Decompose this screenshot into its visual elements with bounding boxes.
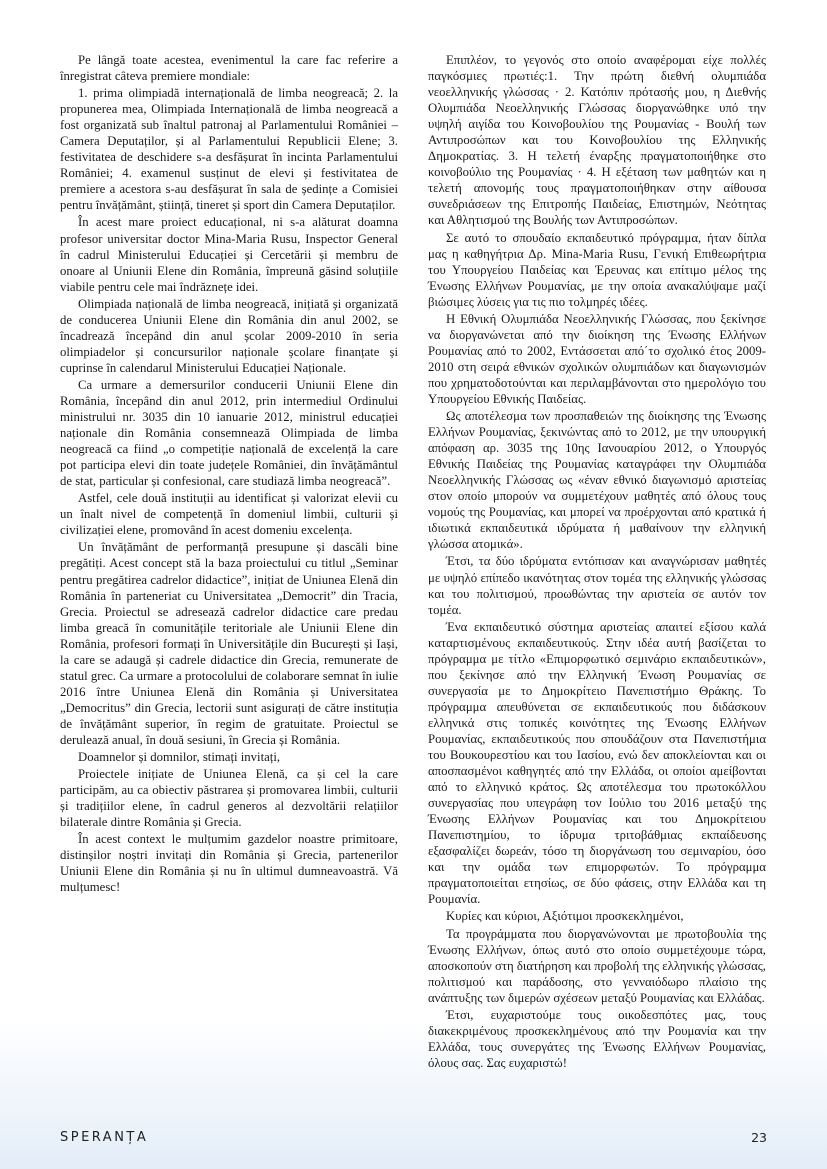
left-text-column [60, 52, 398, 895]
paragraph: Κυρίες και κύριοι, Αξιότιμοι προσκεκλημένοι, [446, 909, 684, 924]
paragraph: În acest mare proiect educațional, ni s-a alăturat doamna profesor universitar doctor Mina-Maria Rusu, Inspector General în cadrul Ministerului Educației și Cercetării și membru de onoare al Uniunii Elene din România, împreună găsind soluțiile viabile pentru cele mai îndrăznețe idei. [60, 215, 398, 294]
paragraph: Ως αποτέλεσμα των προσπαθειών της διοίκησης της Ένωσης Ελλήνων Ρουμανίας, ξεκινώντας από το 2012, με την υπουργική απόφαση αρ. 3035 της 10ης Ιανουαρίου 2012, ο Υπουργός Εθνικής Παιδείας της Ρουμανίας καταγράφει την Ολυμπιάδα Νεοελληνικής Γλώσσας ως «έναν εθνικό διαγωνισμό αριστείας στον οποίο μπορούν να συμμετέχουν μαθητές από όλους τους νομούς της Ρουμανίας, και μπορεί να προέρχονται από κρατικά ή ιδιωτικά εκπαιδευτικά ιδρύματα ή μαθαίνουν την ελληνική γλώσσα ατομικά». [428, 409, 766, 552]
paragraph: Astfel, cele două instituții au identificat și valorizat elevii cu un înalt nivel de competență în domeniul limbii, culturii și civilizației elene, promovând în acest domeniu excelența. [60, 491, 398, 538]
page-number: 23 [751, 1129, 767, 1145]
right-text-column [428, 52, 766, 1071]
paragraph: Proiectele inițiate de Uniunea Elenă, ca și cel la care participăm, au ca obiectiv păstrarea și promovarea limbii, culturii și tradițiilor elene, în cadrul generos al dezvoltării relațiilor bilaterale dintre România și Grecia. [60, 767, 398, 830]
paragraph: Έτσι, ευχαριστούμε τους οικοδεσπότες μας, τους διακεκριμένους προσκεκλημένους από την Ρουμανία και την Ελλάδα, τους συνεργάτες της Ένωσης Ελλήνων Ρουμανίας, όλους σας. Σας ευχαριστώ! [428, 1007, 766, 1070]
paragraph: Pe lângă toate acestea, evenimentul la care fac referire a înregistrat câteva premiere mondiale: [60, 53, 398, 84]
paragraph: Σε αυτό το σπουδαίο εκπαιδευτικό πρόγραμμα, ήταν δίπλα μας η καθηγήτρια Δρ. Mina-Maria Rusu, Γενική Επιθεωρήτρια του Υπουργείου Παιδείας και Έρευνας και επίτιμο μέλος της Ένωσης Ελλήνων Ρουμανίας, με την οποία ανακαλύψαμε μαζί βιώσιμες λύσεις για τις πιο τολμηρές ιδέες. [428, 230, 766, 309]
paragraph: Έτσι, τα δύο ιδρύματα εντόπισαν και αναγνώρισαν μαθητές με υψηλό επίπεδο ικανότητας στον τομέα της ελληνικής γλώσσας και του πολιτισμού, προωθώντας την αριστεία σε αυτόν τον τομέα. [428, 554, 766, 617]
paragraph: Un învățământ de performanță presupune și dascăli bine pregătiți. Acest concept stă la baza proiectului cu titlul „Seminar pentru pregătirea cadrelor didactice”, inițiat de Uniunea Elenă din România în parteneriat cu Universitatea „Democrit” din Tracia, Grecia. Proiectul se adresează cadrelor didactice care predau limba greacă în comunitățile teritoriale ale Uniunii Elene din România, profesori formați în Universitățile din București și Iași, la care se adaugă și cadrele didactice din Grecia, remunerate de statul grec. Ca urmare a protocolului de colaborare semnat în iulie 2016 între Uniunea Elenă din România și Universitatea „Democritus” din Grecia, lectorii sunt asigurați de către instituția de învățământ superior, în regim de gratuitate. Proiectul se derulează anual, în două sesiuni, în Grecia și România. [60, 540, 398, 747]
paragraph: Τα προγράμματα που διοργανώνονται με πρωτοβουλία της Ένωσης Ελλήνων, όπως αυτό στο οποίο συμμετέχουμε τώρα, αποσκοπούν στη διατήρηση και προβολή της ελληνικής γλώσσας, πολιτισμού και παράδοσης, στο γενναιόδωρο πλαίσιο της ανάπτυξης των διμερών σχέσεων μεταξύ Ρουμανίας και Ελλάδας. [428, 926, 766, 1005]
paragraph: În acest context le mulțumim gazdelor noastre primitoare, distinșilor noștri invitați din România și Grecia, partenerilor Uniunii Elene din România și nu în ultimul dumneavoastră. Vă mulțumesc! [60, 832, 398, 895]
paragraph: Doamnelor și domnilor, stimați invitați, [78, 750, 281, 765]
paragraph: Ca urmare a demersurilor conducerii Uniunii Elene din România, începând din anul 2012, prin intermediul Ordinului ministrului nr. 3035 din 10 ianuarie 2012, ministrul educației naționale din România consemnează Olimpiada de limba neogreacă ca fiind „o competiție națională de excelență la care pot participa elevi din toate județele României, din învățământul de stat, particular și confesional, care studiază limba neogreacă”. [60, 377, 398, 489]
magazine-title: SPERANȚA [60, 1129, 149, 1145]
paragraph: Ένα εκπαιδευτικό σύστημα αριστείας απαιτεί εξίσου καλά καταρτισμένους εκπαιδευτικούς. Στην ιδέα αυτή βασίζεται το πρόγραμμα με τίτλο «Επιμορφωτικό σεμινάριο εκπαιδευτικών», που ξεκίνησε από την Ελληνική Ένωση Ρουμανίας σε συνεργασία με το Δημοκρίτειο Πανεπιστήμιο Θράκης. Το πρόγραμμα απευθύνεται σε εκπαιδευτικούς που διδάσκουν ελληνικά στις τοπικές κοινότητες της Ένωσης Ελλήνων Ρουμανίας, εκπαιδευτικούς που σπουδάζουν στα Πανεπιστήμια του Βουκουρεστίου και του Ιασίου, ενώ δεν αποκλείονται και οι αποσπασμένοι καθηγητές από την Ελλάδα, οι οποίοι αμείβονται από το ελληνικό κράτος. Ως αποτέλεσμα του πρωτοκόλλου συνεργασίας που υπεγράφη τον Ιούλιο του 2016 μεταξύ της Ένωσης Ελλήνων Ρουμανίας και του Δημοκρίτειου Πανεπιστημίου, το ίδρυμα τριτοβάθμιας εκπαίδευσης εξασφαλίζει δωρεάν, τόσο τη διοργάνωση του σεμιναρίου, όσο και την ομάδα των επιμορφωτών. Το πρόγραμμα πραγματοποιείται ετησίως, σε δύο φάσεις, στην Ελλάδα και τη Ρουμανία. [428, 619, 766, 907]
paragraph: Επιπλέον, το γεγονός στο οποίο αναφέρομαι είχε πολλές παγκόσμιες πρωτιές:1. Την πρώτη διεθνή ολυμπιάδα νεοελληνικής γλώσσας · 2. Κατόπιν πρότασής μου, η Διεθνής Ολυμπιάδα Νεοελληνικής Γλώσσας διοργανώθηκε υπό την υψηλή αιγίδα του Κοινοβουλίου της Ρουμανίας - Βουλή των Αντιπροσώπων και του Κοινοβουλίου της Ελληνικής Δημοκρατίας. 3. Η τελετή έναρξης πραγματοποιήθηκε στο κοινοβούλιο της Ρουμανίας · 4. Η εξέταση των μαθητών και η τελετή απονομής τους πραγματοποιήθηκαν στην αίθουσα συνεδριάσεων της Επιτροπής Παιδείας, Επιστημών, Νεότητας και Αθλητισμού της Βουλής των Αντιπροσώπων. [428, 53, 766, 228]
paragraph: Η Εθνική Ολυμπιάδα Νεοελληνικής Γλώσσας, που ξεκίνησε να διοργανώνεται από την διοίκηση της Ένωσης Ελλήνων Ρουμανίας από το 2002, Εντάσσεται από΄το σχολικό έτος 2009-2010 στη σειρά εθνικών σχολικών ολυμπιάδων και διαγωνισμών που χρηματοδοτούνται και περιλαμβάνονται στο ημερολόγιο του Υπουργείου Εθνικής Παιδείας. [428, 311, 766, 406]
page-footer [60, 1126, 767, 1148]
paragraph: Olimpiada națională de limba neogreacă, inițiată și organizată de conducerea Uniunii Elene din România din anul 2002, se încadrează începând din anul școlar 2009-2010 în seria olimpiadelor și concursurilor naționale școlare finanțate și cuprinse în calendarul Ministerului Educației Naționale. [60, 296, 398, 375]
paragraph: 1. prima olimpiadă internațională de limba neogreacă; 2. la propunerea mea, Olimpiada Internațională de limba neogreacă a fost organizată sub înaltul patronaj al Parlamentului României – Camera Deputaților, și al Parlamentului Republicii Elene; 3. festivitatea de deschidere s-a desfășurat în incinta Parlamentului României; 4. examenul susținut de elevi și festivitatea de premiere a acestora s-au desfășurat în sala de ședințe a Comisiei pentru învățământ, știință, tineret și sport din Camera Deputaților. [60, 86, 398, 213]
